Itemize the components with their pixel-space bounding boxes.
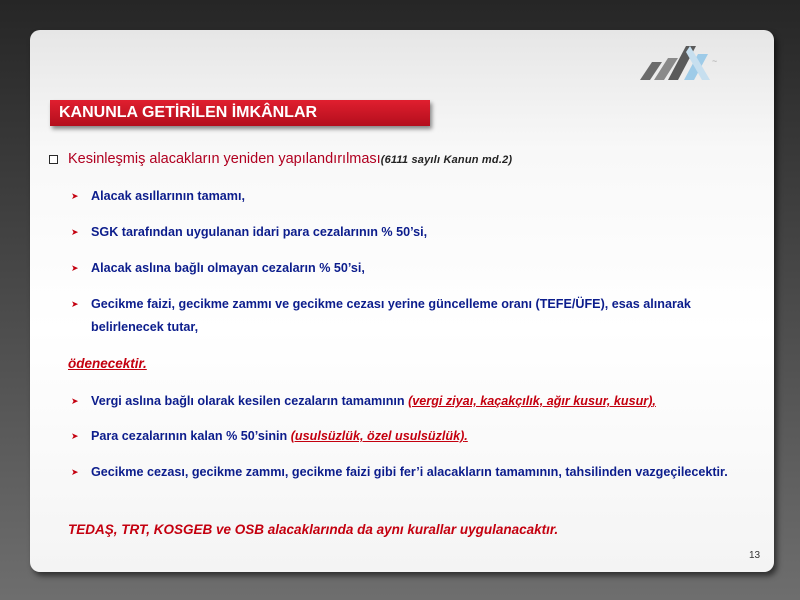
list-item: Alacak asıllarının tamamı, bbox=[91, 189, 245, 203]
main-item-text: Kesinleşmiş alacakların yeniden yapılandırılması bbox=[68, 151, 381, 167]
company-logo bbox=[640, 40, 770, 84]
list-item: Gecikme faizi, gecikme zammı ve gecikme cezası yerine güncelleme oranı (TEFE/ÜFE), esas alınarak belirlenecek tutar, bbox=[91, 297, 691, 334]
list-item-text: Vergi aslına bağlı olarak kesilen cezaların tamamının bbox=[91, 394, 409, 408]
square-bullet-icon bbox=[49, 155, 58, 164]
arrow-bullet-icon: ➤ bbox=[71, 396, 79, 406]
svg-text:~: ~ bbox=[712, 56, 718, 66]
page-number: 13 bbox=[749, 550, 761, 561]
arrow-bullet-icon: ➤ bbox=[71, 191, 79, 201]
arrow-bullet-icon: ➤ bbox=[71, 467, 79, 477]
arrow-bullet-icon: ➤ bbox=[71, 263, 79, 273]
penalty-types: (vergi ziyaı, kaçakçılık, ağır kusur, kusur) bbox=[408, 394, 653, 408]
arrow-bullet-icon: ➤ bbox=[71, 227, 79, 237]
arrow-bullet-icon: ➤ bbox=[71, 431, 79, 441]
list-item-tail: . bbox=[464, 429, 468, 443]
list-item: SGK tarafından uygulanan idari para cezalarının % 50’si, bbox=[91, 225, 428, 239]
list-item-tail: , bbox=[652, 394, 656, 408]
main-item bbox=[68, 151, 512, 167]
list-item: Gecikme cezası, gecikme zammı, gecikme faizi gibi fer’i alacakların tamamının, tahsilinden vazgeçilecektir. bbox=[91, 465, 728, 479]
footer-note: TEDAŞ, TRT, KOSGEB ve OSB alacaklarında da aynı kurallar uygulanacaktır. bbox=[68, 522, 559, 537]
list-item bbox=[91, 425, 751, 448]
list-item bbox=[91, 390, 751, 413]
arrow-bullet-icon: ➤ bbox=[71, 299, 79, 309]
main-item-law-ref: (6111 sayılı Kanun md.2) bbox=[380, 154, 513, 166]
odenecek-note: ödenecektir. bbox=[68, 356, 147, 371]
penalty-types: (usulsüzlük, özel usulsüzlük) bbox=[290, 429, 465, 443]
list-item: Alacak aslına bağlı olmayan cezaların % 50’si, bbox=[91, 261, 365, 275]
list-item-text: Para cezalarının kalan % 50’sinin bbox=[91, 429, 291, 443]
slide-title: KANUNLA GETİRİLEN İMKÂNLAR bbox=[50, 100, 430, 126]
